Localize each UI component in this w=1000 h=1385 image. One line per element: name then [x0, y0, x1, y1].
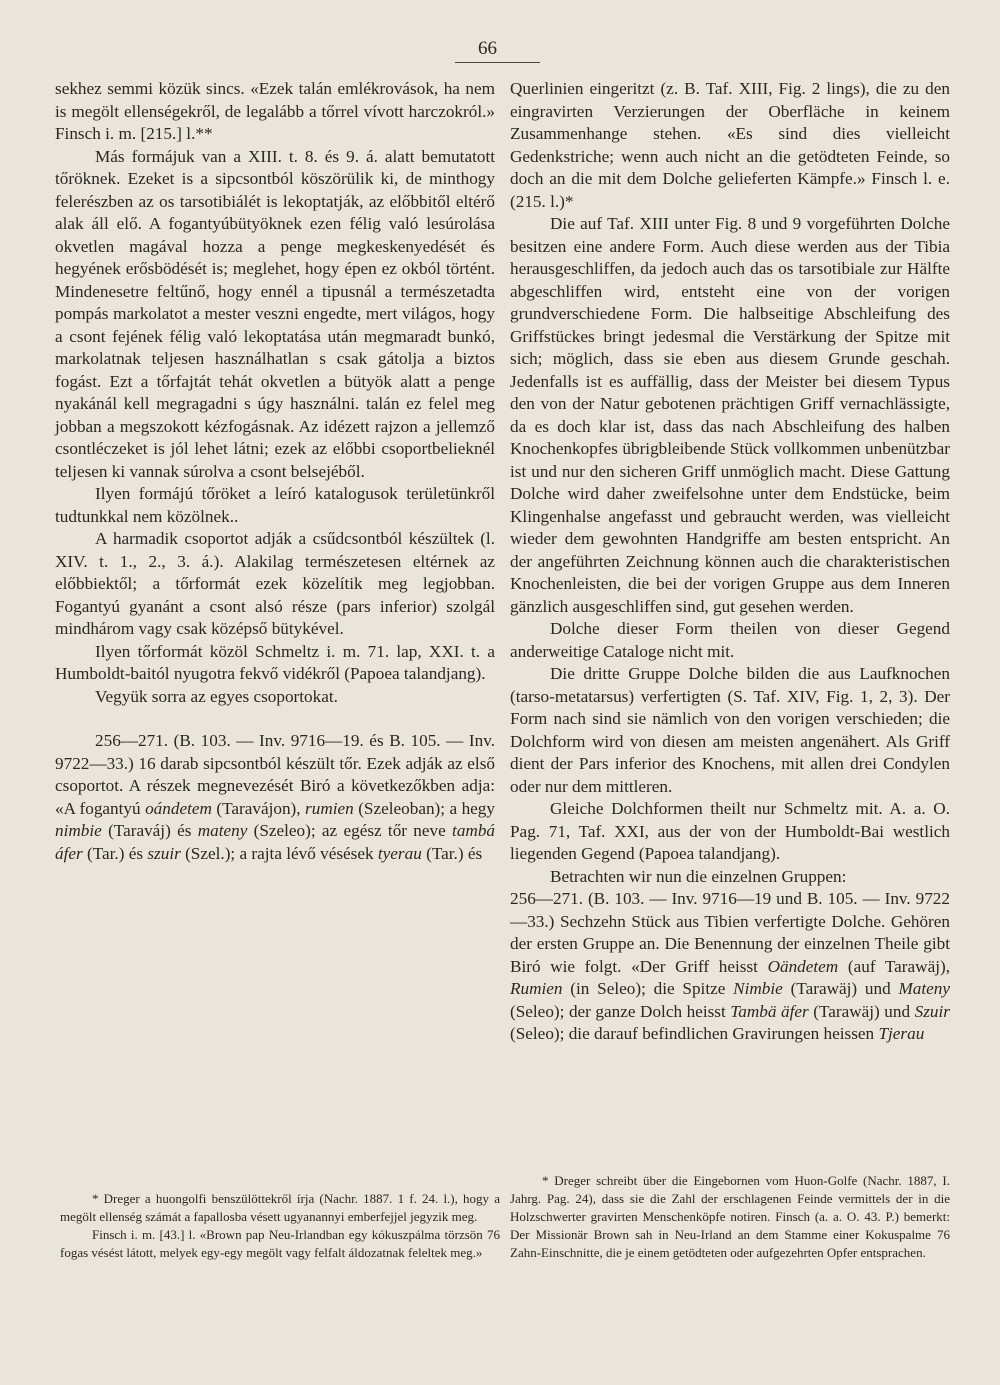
entry-text: (Tar.) és: [421, 843, 483, 863]
term-italic: nimbie: [55, 821, 102, 840]
left-paragraph-4: A harmadik csoportot adják a csűdcsontból készültek (l. XIV. t. 1., 2., 3. á.). Alakilag természetesen eltérnek az előbbiektől; a tőrformát ezek közelítik meg legjobban. Fogantyú gyanánt a csont alsó része (pars inferior) szolgál mindhárom vagy csak középső bütykével.: [55, 529, 495, 638]
entry-text: (Szeleo); az egész tőr neve: [247, 821, 453, 840]
entry-text: (Tarawäj) und: [808, 1001, 915, 1021]
entry-text: (Seleo); der ganze Dolch heisst: [510, 1001, 731, 1021]
left-paragraph-2: Más formájuk van a XIII. t. 8. és 9. á. alatt bemutatott tőröknek. Ezeket is a sipcsontból köszörülik ki, de minthogy felerészben az os tarsotibiálét is lekoptatják, az előbbitől eltérő alak áll elő. A fogantyúbütyöknek ezen félig való lesúrolása okvetlen magával hozza a penge megkeskenyedését és hegyének erősbödését is; meglehet, hogy épen ez okból történt. Mindenesetre feltűnő, hogy ennél a tipusnál a természetadta pompás markolatot a mester veszni engedte, mert világos, hogy a csont fejének félig való lekoptatása után megmaradt bunkó, markolatnak teljesen használhatlan s csak gátolja a biztos fogást. Ezt a tőrfajtát tehát okvetlen a bütyök alatt a penge nyakánál kell megragadni s úgy használni. talán ez felel meg jobban a megszokott kézfogásnak. Az idézett rajzon a jellemző csontléczeket is jól lehet látni; ezek az előbbi csoportbelieknél teljesen ki vannak súrolva a csont belsejéből.: [55, 146, 495, 481]
footnotes-right: [510, 1172, 950, 1262]
right-entry-256-271: [510, 888, 950, 1046]
term-italic: Tjerau: [878, 1024, 925, 1043]
page-number: 66: [478, 38, 497, 59]
term-italic: Rumien: [510, 979, 563, 998]
term-italic: rumien: [305, 798, 354, 818]
entry-text: (Szel.); a rajta lévő vésések: [180, 843, 378, 863]
footnote-left-1: * Dreger a huongolfi benszülöttekről írja (Nachr. 1887. 1 f. 24. l.), hogy a megölt ellenség számát a fapallosba vésett ugyanannyi emberfejjel jegyzik meg.: [60, 1191, 500, 1224]
section-gap: [55, 708, 495, 730]
right-column: [510, 78, 950, 1046]
right-paragraph-4: Die dritte Gruppe Dolche bilden die aus Laufknochen (tarso-metatarsus) verfertigten (S. Taf. XIV, Fig. 1, 2, 3). Der Form nach sind sie nämlich von den vorigen verschieden; die Dolchform wird von diesen am meisten angenähert. Als Griff dient der Pars inferior des Knochens, mit allen drei Condylen oder nur dem mittleren.: [510, 664, 950, 796]
term-italic: Oändetem: [767, 956, 839, 976]
left-paragraph-5: Ilyen tőrformát közöl Schmeltz i. m. 71. lap, XXI. t. a Humboldt-baitól nyugotra fekvő vidékről (Papoea talandjang).: [55, 641, 495, 683]
left-paragraph-3: Ilyen formájú tőröket a leíró katalogusok területünkről tudtunkkal nem közölnek..: [55, 484, 495, 526]
right-paragraph-6: Betrachten wir nun die einzelnen Gruppen:: [550, 866, 847, 886]
footnote-right-1: * Dreger schreibt über die Eingebornen vom Huon-Golfe (Nachr. 1887, I. Jahrg. Pag. 24), dass sie die Zahl der erschlagenen Feinde vermittels der in die Holzschwerter gravirten Menschenköpfe notiren. Finsch (a. a. O. 43. P.) bemerkt: Der Missionär Brown sah in Neu-Irland an dem Stamme einer Kokuspalme 76 Zahn-Einschnitte, die je einem getödteten oder aufgezehrten Opfer entsprachen.: [510, 1173, 950, 1260]
entry-text: (Szeleoban); a hegy: [353, 798, 495, 818]
term-italic: Nimbie: [733, 979, 783, 998]
page-number-rule: [455, 62, 540, 63]
entry-text: (Tarawäj) und: [782, 979, 899, 998]
entry-text: (in Seleo); die Spitze: [562, 979, 734, 998]
term-italic: mateny: [197, 821, 248, 840]
term-italic: Tambä äfer: [730, 1001, 809, 1021]
right-paragraph-1: Querlinien eingeritzt (z. B. Taf. XIII, Fig. 2 lings), die zu den eingravirten Verzierungen der Oberfläche in keinem Zusammenhange stehen. «Es sind dies vielleicht Gedenkstriche; wenn auch nicht an die getödteten Feinde, so doch an die mit dem Dolche gelieferten Kämpfe.» Finsch l. e. (215. l.)*: [510, 79, 950, 211]
entry-text: (Taravájon),: [211, 798, 306, 818]
right-paragraph-3: Dolche dieser Form theilen von dieser Gegend anderweitige Cataloge nicht mit.: [510, 619, 950, 661]
entry-text: (Taraváj) és: [101, 821, 198, 840]
left-paragraph-6: Vegyük sorra az egyes csoportokat.: [95, 686, 338, 706]
entry-text: 256—271. (B. 103. — Inv. 9716—19. és B. 105. — Inv. 9722—33.) 16 darab sipcsontból készült tőr. Ezek adják az első csoportot. A részek megnevezését Biró a következőkben adja: «A fogantyú: [55, 731, 495, 818]
entry-text: (Tar.) és: [82, 843, 148, 863]
entry-text: 256—271. (B. 103. — Inv. 9716—19 und B. 105. — Inv. 9722—33.) Sechzehn Stück aus Tibien verfertigte Dolche. Gehören der ersten Gruppe an. Die Benennung der einzelnen Theile gibt Biró wie folgt. «Der Griff heisst: [510, 889, 950, 976]
footnote-left-2: Finsch i. m. [43.] l. «Brown pap Neu-Irlandban egy kókuszpálma törzsön 76 fogas vésést látott, melyek egy-egy megölt vagy felfalt áldozatnak feleltek meg.»: [60, 1227, 500, 1260]
left-paragraph-1: sekhez semmi közük sincs. «Ezek talán emlékrovások, ha nem is megölt ellenségekről, de legalább a tőrrel vívott harczokról.» Finsch i. m. [215.] l.**: [55, 79, 495, 143]
left-column: [55, 78, 495, 865]
term-italic: szuir: [147, 843, 181, 863]
term-italic: Szuir: [914, 1001, 950, 1021]
right-paragraph-2: Die auf Taf. XIII unter Fig. 8 und 9 vorgeführten Dolche besitzen eine andere Form. Auch diese werden aus der Tibia herausgeschliffen, da jedoch auch das os tarsotibiale zur Hälfte abgeschliffen wird, entsteht eine von der vorigen grundverschiedene Form. Die halbseitige Abschleifung des Griffstückes bringt jedesmal die Verstärkung der Spitze mit sich; möglich, dass sie eben aus diesem Grunde geschah. Jedenfalls ist es auffällig, dass der Meister bei diesem Typus den von der Natur gebotenen prächtigen Griff vernachlässigte, da es doch klar ist, dass das nach Abschleifung des halben Knochenkopfes übrigbleibende Stück vollkommen unbenützbar ist und nur den sicheren Griff unmöglich macht. Diese Gattung Dolche wird daher zweifelsohne unter dem Endstücke, beim Klingenhalse angefasst und gebraucht werden, was vielleicht wieder dem gewohnten Handgriffe am besten entspricht. An der angeführten Zeichnung können auch die charakteristischen Knochenleisten, die bei der vorigen Gruppe aus dem Inneren gänzlich ausgeschliffen sind, gut gesehen werden.: [510, 214, 950, 616]
right-paragraph-5: Gleiche Dolchformen theilt nur Schmeltz mit. A. a. O. Pag. 71, Taf. XXI, aus der von der Humboldt-Bai westlich liegenden Gegend (Papoea talandjang).: [510, 799, 950, 863]
term-italic: oándetem: [145, 798, 212, 818]
footnotes-left: [60, 1190, 500, 1262]
entry-text: (Seleo); die darauf befindlichen Gravirungen heissen: [510, 1024, 879, 1043]
entry-text: (auf Tarawäj),: [838, 956, 950, 976]
left-entry-256-271: [55, 730, 495, 865]
term-italic: tambá áfer: [55, 821, 496, 863]
term-italic: Mateny: [898, 979, 950, 998]
term-italic: tyerau: [377, 843, 422, 863]
